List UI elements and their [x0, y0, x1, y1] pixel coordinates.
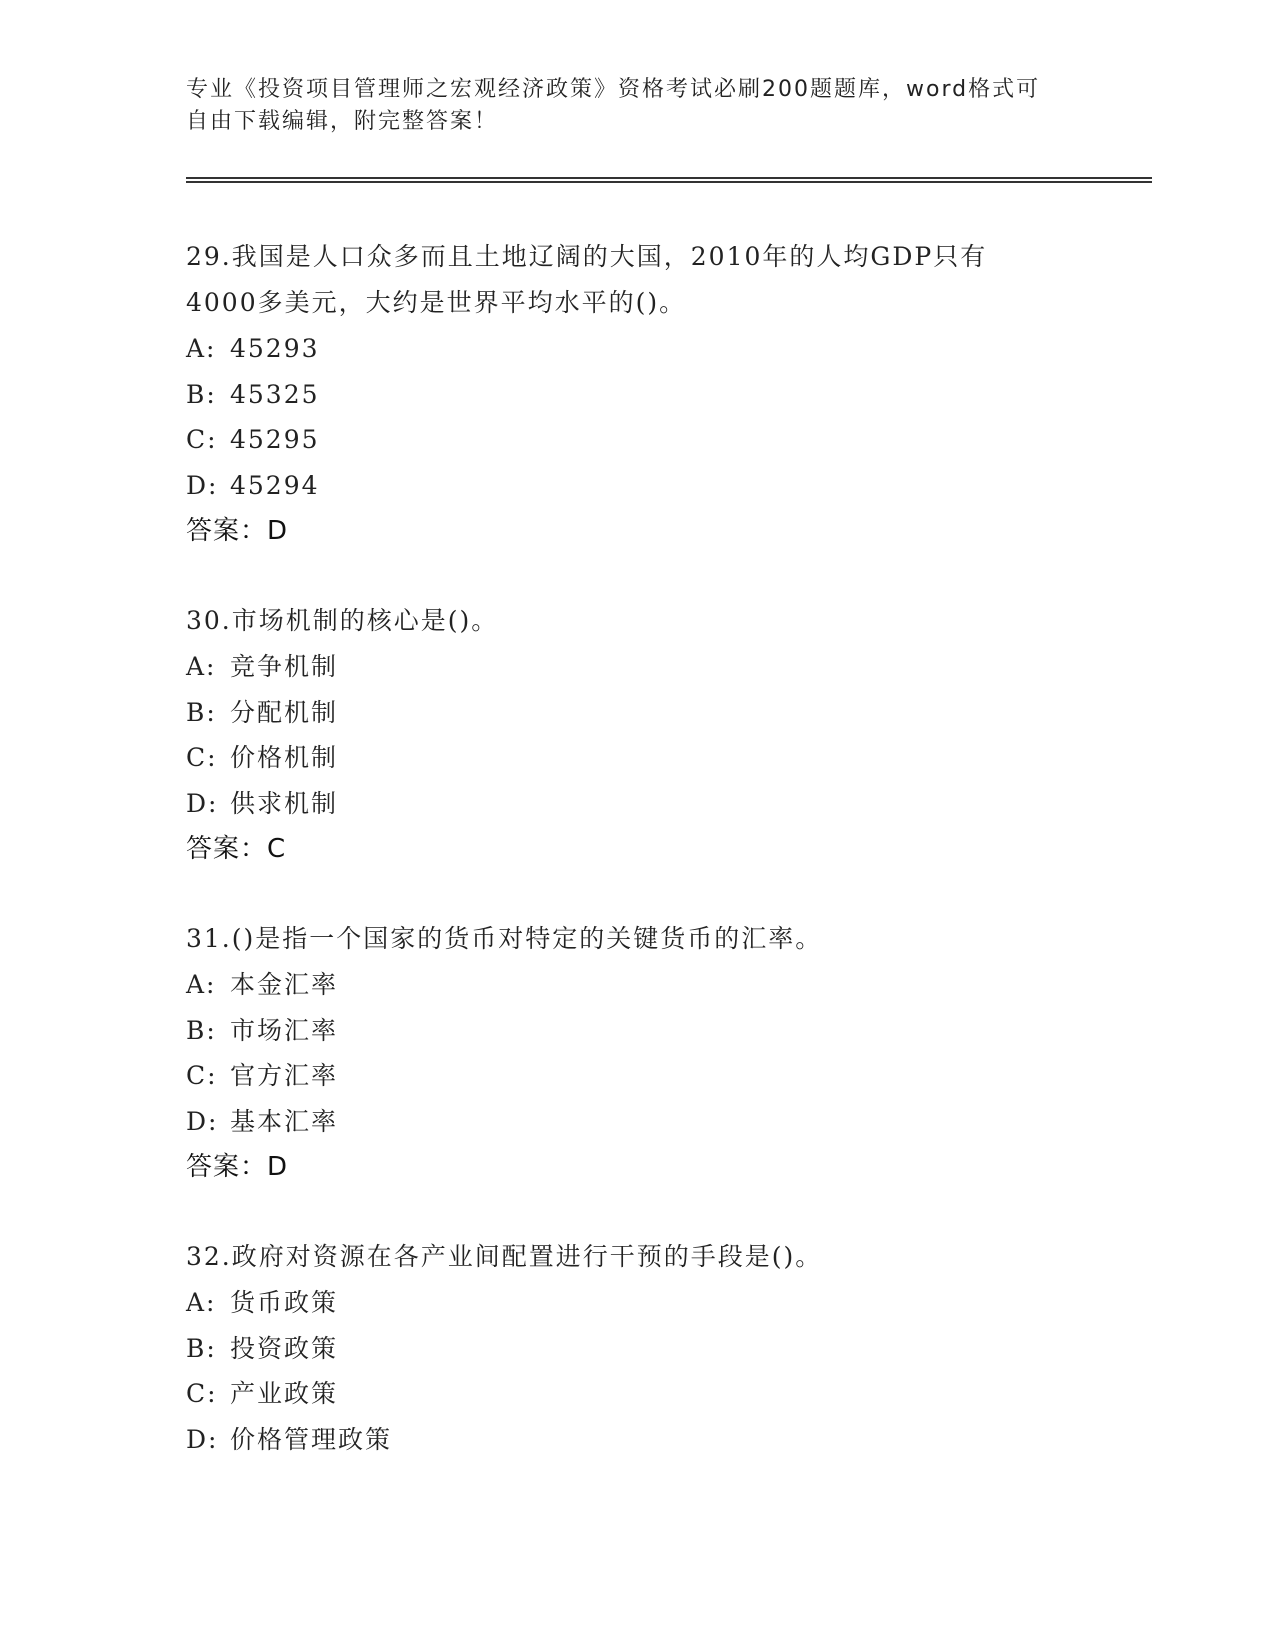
option-text: 基本汇率: [230, 1106, 339, 1136]
option-b: [186, 372, 1146, 418]
question-32: [186, 1234, 1146, 1462]
option-letter: B:: [186, 697, 217, 727]
option-letter: A:: [186, 334, 217, 363]
option-a: [186, 644, 1146, 690]
option-c: [186, 1371, 1146, 1417]
question-29: [186, 234, 1146, 554]
option-text: 竞争机制: [230, 652, 339, 681]
option-letter: D:: [186, 1424, 219, 1454]
option-c: [186, 735, 1146, 781]
answer-line: 答案：D: [186, 516, 289, 546]
question-text: 31.()是指一个国家的货币对特定的关键货币的汇率。: [186, 924, 823, 953]
question-list: [186, 234, 1146, 1506]
option-d: [186, 1099, 1146, 1145]
option-letter: C:: [186, 1379, 218, 1408]
answer-line: 答案：D: [186, 1152, 289, 1182]
question-text: 4000多美元，大约是世界平均水平的()。: [186, 288, 687, 317]
option-text: 45294: [230, 470, 320, 500]
option-b: [186, 690, 1146, 736]
option-text: 分配机制: [230, 697, 339, 727]
option-letter: C:: [186, 743, 218, 772]
header-line-1: 专业《投资项目管理师之宏观经济政策》资格考试必刷200题题库，word格式可: [186, 77, 1041, 102]
option-text: 45325: [230, 379, 320, 409]
option-letter: A:: [186, 970, 217, 999]
option-d: [186, 463, 1146, 509]
option-d: [186, 1417, 1146, 1463]
option-letter: D:: [186, 470, 219, 500]
question-text: 30.市场机制的核心是()。: [186, 606, 499, 635]
option-text: 本金汇率: [230, 970, 339, 999]
option-text: 价格机制: [230, 743, 339, 772]
option-letter: C:: [186, 1061, 218, 1090]
header-line-2: 自由下载编辑，附完整答案！: [186, 109, 499, 134]
option-d: [186, 781, 1146, 827]
option-text: 45295: [230, 425, 320, 454]
option-letter: A:: [186, 1288, 217, 1317]
option-b: [186, 1326, 1146, 1372]
question-31: [186, 916, 1146, 1190]
question-30: [186, 598, 1146, 872]
option-letter: B:: [186, 1333, 217, 1363]
question-text: 29.我国是人口众多而且土地辽阔的大国，2010年的人均GDP只有: [186, 242, 988, 271]
option-a: [186, 1280, 1146, 1326]
header-double-rule: [186, 177, 1152, 183]
option-letter: C:: [186, 425, 218, 454]
option-text: 市场汇率: [230, 1015, 339, 1045]
option-text: 投资政策: [230, 1333, 339, 1363]
option-letter: D:: [186, 1106, 219, 1136]
option-c: [186, 1053, 1146, 1099]
option-c: [186, 417, 1146, 463]
option-b: [186, 1008, 1146, 1054]
option-text: 官方汇率: [230, 1061, 339, 1090]
option-text: 产业政策: [230, 1379, 339, 1408]
option-text: 供求机制: [230, 788, 339, 818]
option-text: 价格管理政策: [230, 1424, 393, 1454]
option-text: 货币政策: [230, 1288, 339, 1317]
option-a: [186, 326, 1146, 372]
option-a: [186, 962, 1146, 1008]
option-letter: B:: [186, 379, 217, 409]
option-letter: A:: [186, 652, 217, 681]
option-text: 45293: [230, 334, 320, 363]
question-text: 32.政府对资源在各产业间配置进行干预的手段是()。: [186, 1242, 823, 1271]
document-header: [186, 74, 1066, 138]
option-letter: D:: [186, 788, 219, 818]
answer-line: 答案：C: [186, 834, 287, 864]
option-letter: B:: [186, 1015, 217, 1045]
